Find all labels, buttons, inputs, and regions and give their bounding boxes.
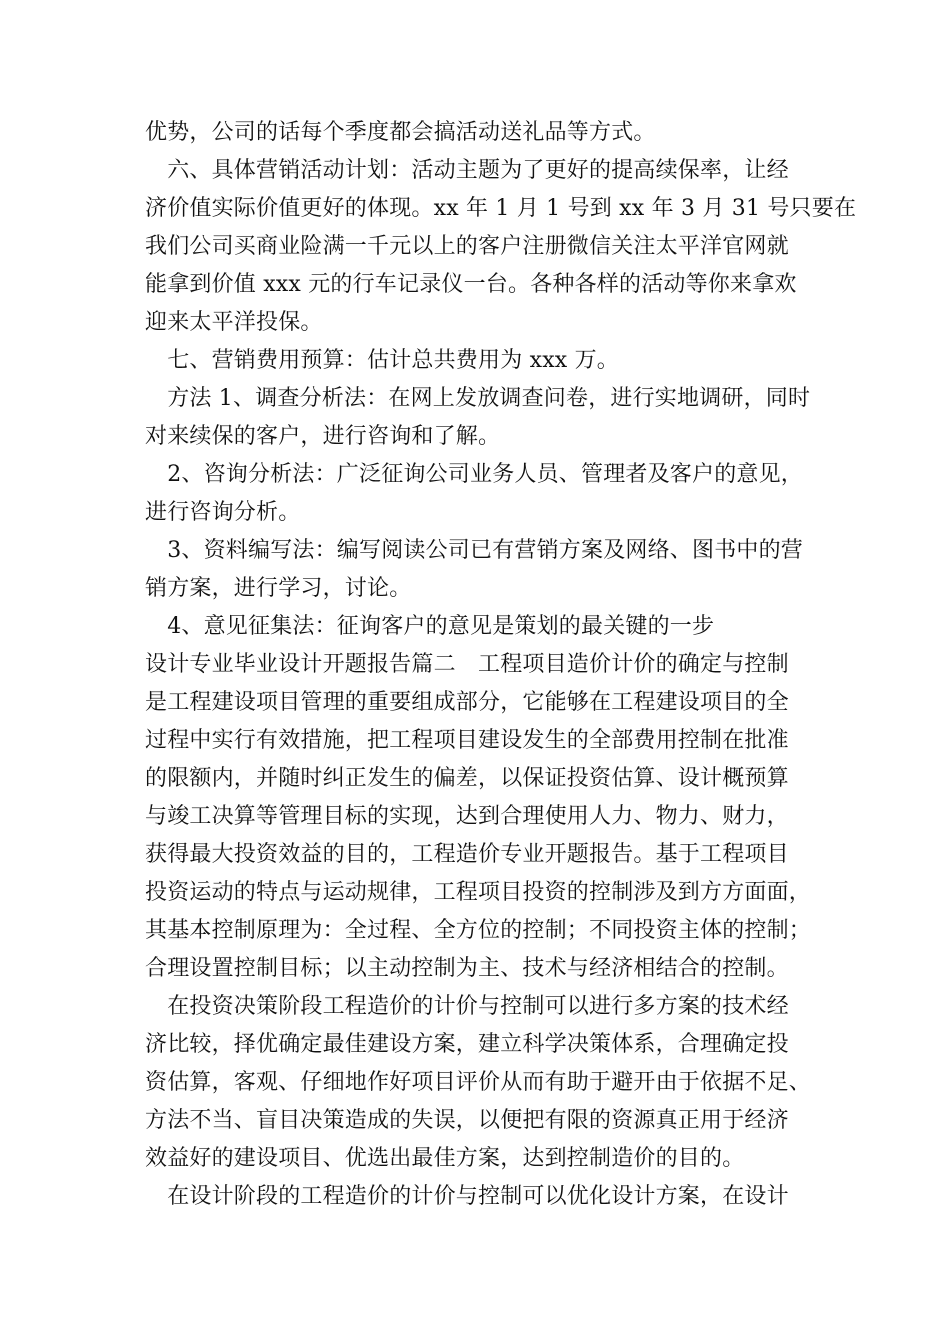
text-line: 获得最大投资效益的目的，工程造价专业开题报告。基于工程项目 — [145, 842, 789, 867]
text-line: 其基本控制原理为：全过程、全方位的控制；不同投资主体的控制； — [145, 918, 812, 943]
text-line: 4、意见征集法：征询客户的意见是策划的最关键的一步 — [145, 614, 715, 639]
text-line: 与竣工决算等管理目标的实现，达到合理使用人力、物力、财力， — [145, 804, 789, 829]
text-line: 效益好的建设项目、优选出最佳方案，达到控制造价的目的。 — [145, 1146, 745, 1171]
text-line: 济价值实际价值更好的体现。xx 年 1 月 1 号到 xx 年 3 月 31 号只要在 — [145, 196, 857, 221]
text-line: 优势，公司的话每个季度都会搞活动送礼品等方式。 — [145, 120, 656, 145]
text-line: 方法不当、盲目决策造成的失误，以便把有限的资源真正用于经济 — [145, 1108, 789, 1133]
text-line: 能拿到价值 xxx 元的行车记录仪一台。各种各样的活动等你来拿欢 — [145, 272, 797, 297]
text-line: 迎来太平洋投保。 — [145, 310, 323, 335]
text-line: 资估算，客观、仔细地作好项目评价从而有助于避开由于依据不足、 — [145, 1070, 812, 1095]
text-line: 销方案，进行学习，讨论。 — [145, 576, 412, 601]
text-line: 2、咨询分析法：广泛征询公司业务人员、管理者及客户的意见， — [145, 462, 803, 487]
text-line: 3、资料编写法：编写阅读公司已有营销方案及网络、图书中的营 — [145, 538, 803, 563]
text-line: 对来续保的客户，进行咨询和了解。 — [145, 424, 501, 449]
text-line: 投资运动的特点与运动规律，工程项目投资的控制涉及到方方面面， — [145, 880, 812, 905]
text-line: 进行咨询分析。 — [145, 500, 301, 525]
text-line: 合理设置控制目标；以主动控制为主、技术与经济相结合的控制。 — [145, 956, 789, 981]
text-line: 设计专业毕业设计开题报告篇二 工程项目造价计价的确定与控制 — [145, 652, 789, 677]
text-line: 在设计阶段的工程造价的计价与控制可以优化设计方案，在设计 — [145, 1184, 789, 1209]
text-line: 济比较，择优确定最佳建设方案，建立科学决策体系，合理确定投 — [145, 1032, 789, 1057]
text-line: 六、具体营销活动计划：活动主题为了更好的提高续保率，让经 — [145, 158, 789, 183]
text-line: 在投资决策阶段工程造价的计价与控制可以进行多方案的技术经 — [145, 994, 789, 1019]
text-line: 我们公司买商业险满一千元以上的客户注册微信关注太平洋官网就 — [145, 234, 789, 259]
text-line: 的限额内，并随时纠正发生的偏差，以保证投资估算、设计概预算 — [145, 766, 789, 791]
text-line: 是工程建设项目管理的重要组成部分，它能够在工程建设项目的全 — [145, 690, 789, 715]
text-line: 过程中实行有效措施，把工程项目建设发生的全部费用控制在批准 — [145, 728, 789, 753]
text-line: 方法 1、调查分析法：在网上发放调查问卷，进行实地调研，同时 — [145, 386, 811, 411]
text-line: 七、营销费用预算：估计总共费用为 xxx 万。 — [145, 348, 620, 373]
